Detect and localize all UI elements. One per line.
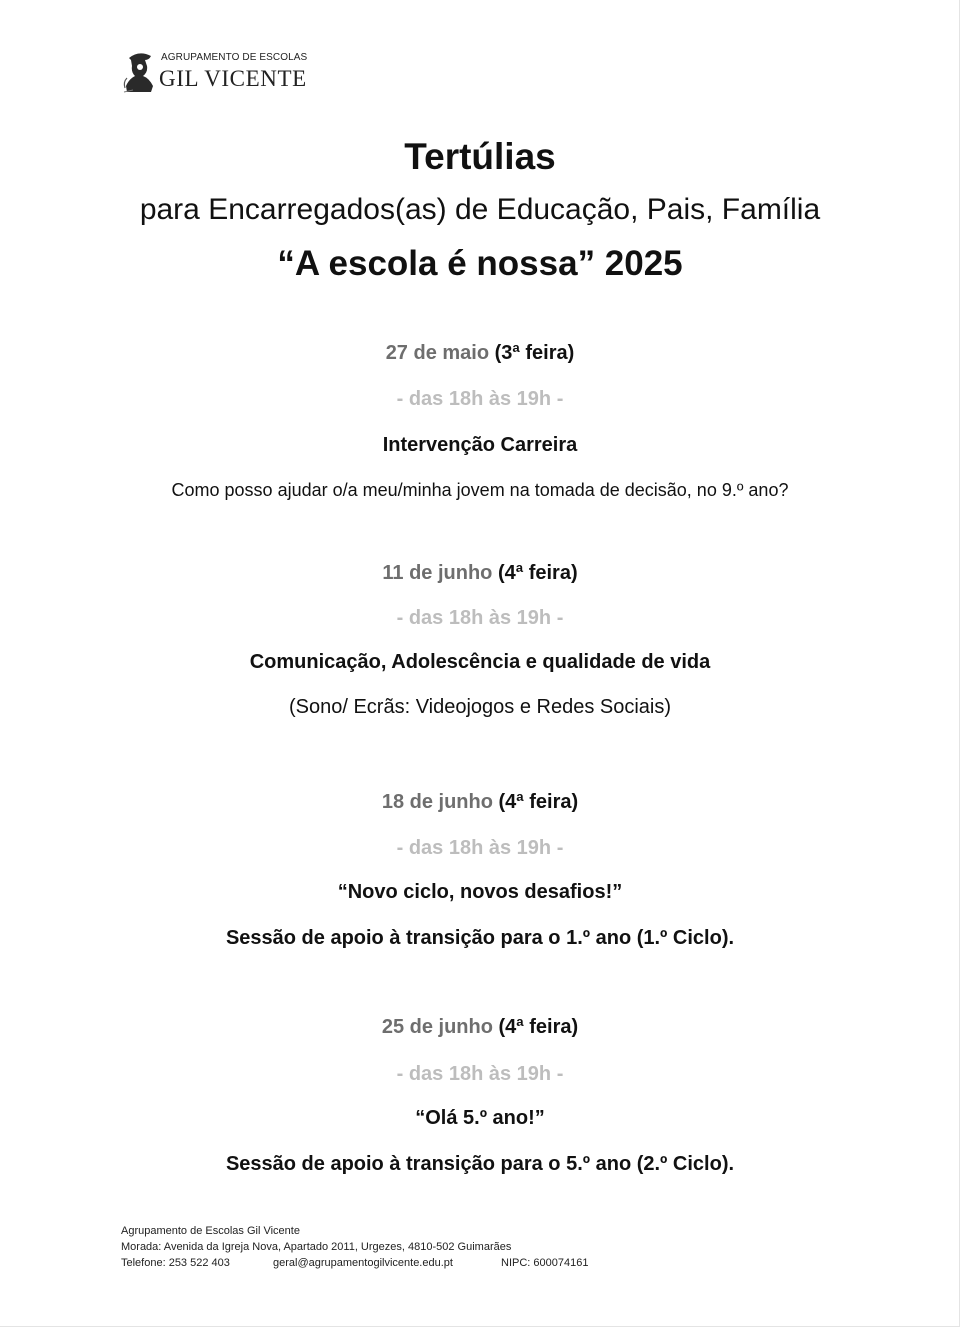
session-date <box>0 791 960 814</box>
footer-phone: Telefone: 253 522 403 <box>121 1257 230 1269</box>
session-weekday: (4ª feira) <box>498 1016 579 1038</box>
school-crest-figure-icon <box>121 48 159 94</box>
session-date-day: 18 de junho <box>381 791 493 813</box>
session-description: (Sono/ Ecrãs: Videojogos e Redes Sociais) <box>288 696 672 718</box>
page-subtitle: para Encarregados(as) de Educação, Pais, Família <box>139 193 821 226</box>
session-description: Sessão de apoio à transição para o 1.º ano (1.º Ciclo). <box>225 927 735 949</box>
session-date <box>0 562 960 585</box>
org-big-label: GIL VICENTE <box>159 66 307 91</box>
footer-nipc: NIPC: 600074161 <box>501 1257 589 1269</box>
session-time: - das 18h às 19h - <box>396 388 564 410</box>
session-date <box>0 1016 960 1039</box>
session-weekday: (4ª feira) <box>497 562 578 584</box>
page-title: Tertúlias <box>404 136 556 177</box>
session-topic: “Novo ciclo, novos desafios!” <box>337 881 623 903</box>
footer-contact <box>121 1223 589 1271</box>
session-time: - das 18h às 19h - <box>396 837 564 859</box>
session-topic: Intervenção Carreira <box>382 434 578 456</box>
footer-contact-row <box>121 1255 589 1271</box>
event-motto: “A escola é nossa” 2025 <box>277 244 683 283</box>
session-weekday: (3ª feira) <box>494 342 575 364</box>
session-topic: “Olá 5.º ano!” <box>415 1107 545 1129</box>
session-weekday: (4ª feira) <box>498 791 579 813</box>
session-topic: Comunicação, Adolescência e qualidade de vida <box>249 651 711 673</box>
school-logo <box>121 46 321 96</box>
footer-address: Morada: Avenida da Igreja Nova, Apartado 2011, Urgezes, 4810-502 Guimarães <box>121 1241 512 1253</box>
session-date-day: 11 de junho <box>382 562 493 584</box>
session-time: - das 18h às 19h - <box>396 1063 564 1085</box>
session-description: Sessão de apoio à transição para o 5.º ano (2.º Ciclo). <box>225 1153 735 1175</box>
session-description: Como posso ajudar o/a meu/minha jovem na tomada de decisão, no 9.º ano? <box>171 480 789 500</box>
footer-org: Agrupamento de Escolas Gil Vicente <box>121 1225 300 1237</box>
session-date <box>0 342 960 365</box>
org-small-label: AGRUPAMENTO DE ESCOLAS <box>161 52 308 63</box>
session-date-day: 25 de junho <box>381 1016 493 1038</box>
footer-email-link[interactable]: geral@agrupamentogilvicente.edu.pt <box>273 1257 453 1269</box>
session-date-day: 27 de maio <box>385 342 490 364</box>
session-time: - das 18h às 19h - <box>396 607 564 629</box>
